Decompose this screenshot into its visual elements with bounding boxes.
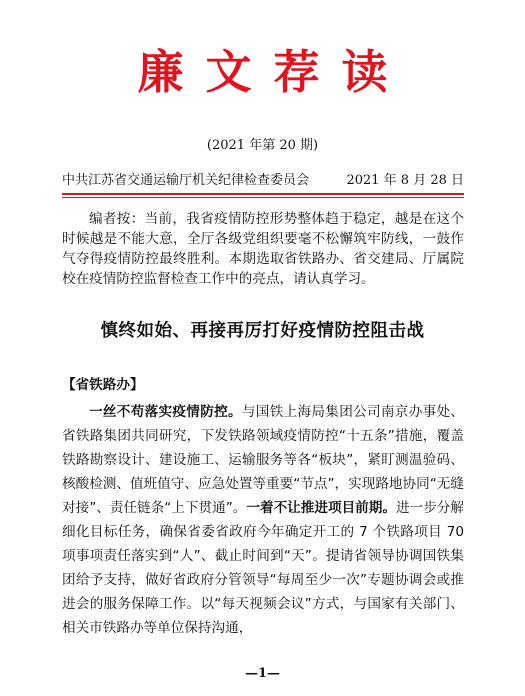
p1-lead: 一丝不苟落实疫情防控。 [89, 404, 242, 420]
publisher-name: 中共江苏省交通运输厅机关纪律检查委员会 [62, 173, 310, 188]
header-rule-thick [62, 193, 464, 195]
p2-text: 进一步分解细化目标任务，确保省委省政府今年确定开工的 7 个铁路项目 70 项事项责任落实到“人”、截止时间到“天”。提请省领导协调国铁集团给予支持，做好省政府分管领导“每周至少一次”专题协调会或推进会的服务保障工作。以“每天视频会议”方式，与国家有关部门、相关市铁路办等单位保持沟通， [62, 500, 464, 636]
p2-lead: 一着不让推进项目前期。 [246, 500, 396, 516]
issue-number: (2021 年第 20 期) [206, 138, 319, 153]
article-headline: 慎终如始、再接再厉打好疫情防控阻击战 [100, 321, 425, 341]
editor-note: 编者按：当前，我省疫情防控形势整体趋于稳定，越是在这个时候越是不能大意，全厅各级党组织要毫不松懈筑牢防线，一鼓作气夺得疫情防控最终胜利。本期选取省铁路办、省交建局、厅属院校在疫情防控监督检查工作中的亮点，请认真学习。 [62, 211, 464, 287]
p1-text: 与国铁上海局集团公司南京办事处、省铁路集团共同研究，下发铁路领域疫情防控“十五条”措施，覆盖铁路勘察设计、建设施工、运输服务等各“板块”，紧盯测温验码、核酸检测、值班值守、应急处置等重要“节点”，实现路地协同“无缝对接”、责任链条“上下贯通”。 [62, 404, 465, 516]
page-number: —1— [244, 666, 281, 681]
masthead-title: 廉文荐读 [137, 45, 410, 99]
article-body [62, 400, 464, 640]
header-rule-thin [62, 197, 464, 198]
publish-date: 2021 年 8 月 28 日 [346, 173, 464, 188]
section-tag: 【省铁路办】 [62, 377, 144, 393]
